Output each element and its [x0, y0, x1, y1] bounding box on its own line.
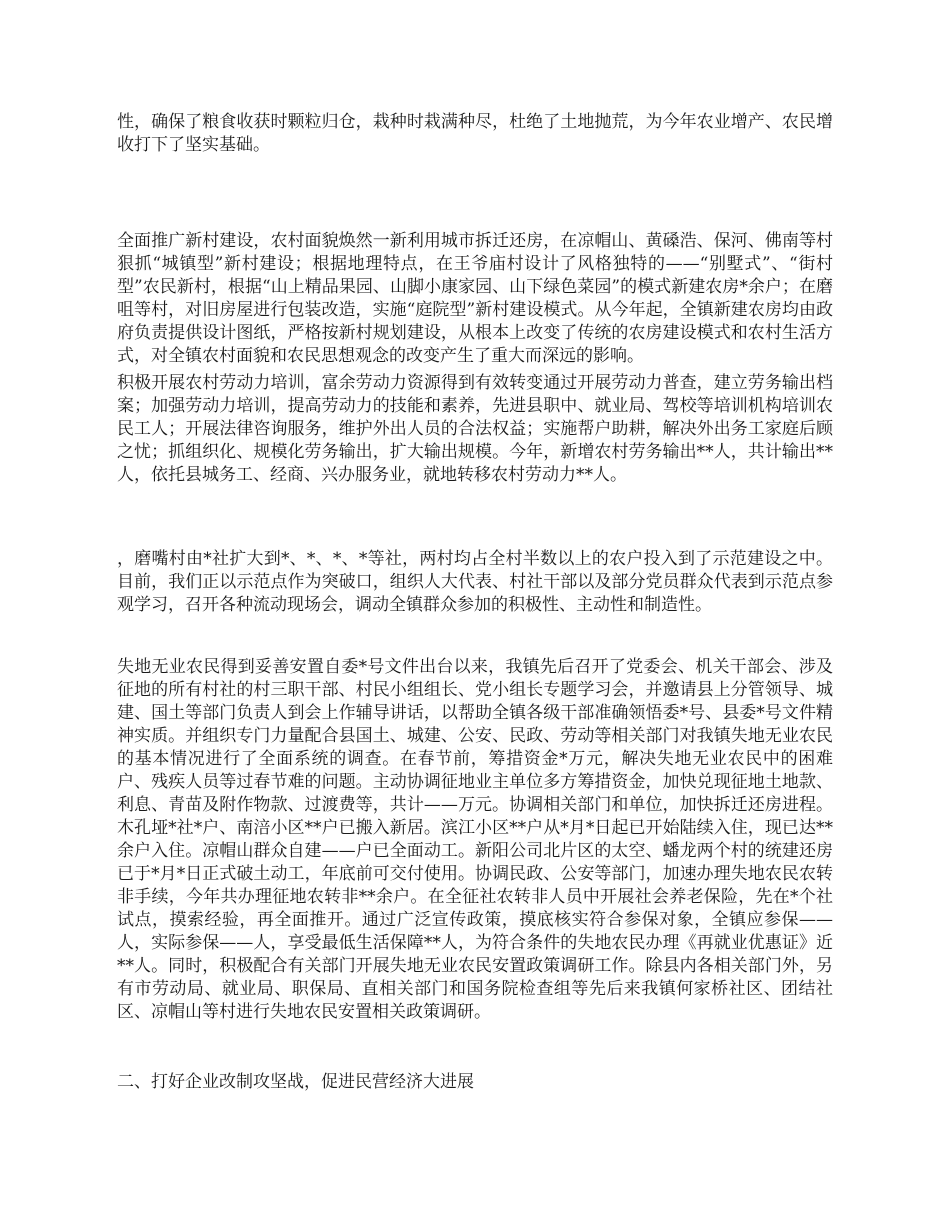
- paragraph-2: 全面推广新村建设，农村面貌焕然一新利用城市拆迁还房，在凉帽山、黄磉浩、保河、佛南等村狠抓“城镇型”新村建设；根据地理特点，在王爷庙村设计了风格独特的——“别墅式”、“街村型”农民新村，根据“山上精品果园、山脚小康家园、山下绿色菜园”的模式新建农房*余户；在磨咀等村，对旧房屋进行包装改造，实施“庭院型”新村建设模式。从今年起，全镇新建农房均由政府负责提供设计图纸，严格按新村规划建设，从根本上改变了传统的农房建设模式和农村生活方式，对全镇农村面貌和农民思想观念的改变产生了重大而深远的影响。: [117, 231, 833, 366]
- paragraph-1: 性，确保了粮食收获时颗粒归仓，栽种时栽满种尽，杜绝了土地抛荒，为今年农业增产、农民增收打下了坚实基础。: [117, 112, 833, 155]
- paragraph-3: 积极开展农村劳动力培训，富余劳动力资源得到有效转变通过开展劳动力普查，建立劳务输出档案；加强劳动力培训，提高劳动力的技能和素养，先进县职中、就业局、驾校等培训机构培训农民工人；开展法律咨询服务，维护外出人员的合法权益；实施帮户助耕，解决外出务工家庭后顾之忧；抓组织化、规模化劳务输出，扩大输出规模。今年，新增农村劳务输出**人，共计输出**人，依托县城务工、经商、兴办服务业，就地转移农村劳动力**人。: [117, 373, 833, 485]
- paragraph-5: 失地无业农民得到妥善安置自委*号文件出台以来，我镇先后召开了党委会、机关干部会、涉及征地的所有村社的村三职干部、村民小组组长、党小组长专题学习会，并邀请县上分管领导、城建、国土等部门负责人到会上作辅导讲话，以帮助全镇各级干部准确领悟委*号、县委*号文件精神实质。并组织专门力量配合县国土、城建、公安、民政、劳动等相关部门对我镇失地无业农民的基本情况进行了全面系统的调查。在春节前，筹措资金*万元，解决失地无业农民中的困难户、残疾人员等过春节难的问题。主动协调征地业主单位多方筹措资金，加快兑现征地土地款、利息、青苗及附作物款、过渡费等，共计——万元。协调相关部门和单位，加快拆迁还房进程。木孔垭*社*户、南涪小区**户已搬入新居。滨江小区**户从*月*日起已开始陆续入住，现已达**余户入住。凉帽山群众自建——户已全面动工。新阳公司北片区的太空、蟠龙两个村的统建还房已于*月*日正式破土动工，年底前可交付使用。协调民政、公安等部门，加速办理失地农民农转非手续，今年共办理征地农转非**余户。在全征社农转非人员中开展社会养老保险，先在*个社试点，摸索经验，再全面推开。通过广泛宣传政策，摸底核实符合参保对象，全镇应参保——人，实际参保——人，享受最低生活保障**人，为符合条件的失地农民办理《再就业优惠证》近**人。同时，积极配合有关部门开展失地无业农民安置政策调研工作。除县内各相关部门外，另有市劳动局、就业局、职保局、直相关部门和国务院检查组等先后来我镇何家桥社区、团结社区、凉帽山等村进行失地农民安置相关政策调研。: [117, 657, 833, 1022]
- paragraph-4: ，磨嘴村由*社扩大到*、*、*、*等社，两村均占全村半数以上的农户投入到了示范建设之中。目前，我们正以示范点作为突破口，组织人大代表、村社干部以及部分党员群众代表到示范点参观学习，召开各种流动现场会，调动全镇群众参加的积极性、主动性和制造性。: [117, 549, 833, 615]
- section-heading: 二、打好企业改制攻坚战，促进民营经济大进展: [117, 1072, 474, 1092]
